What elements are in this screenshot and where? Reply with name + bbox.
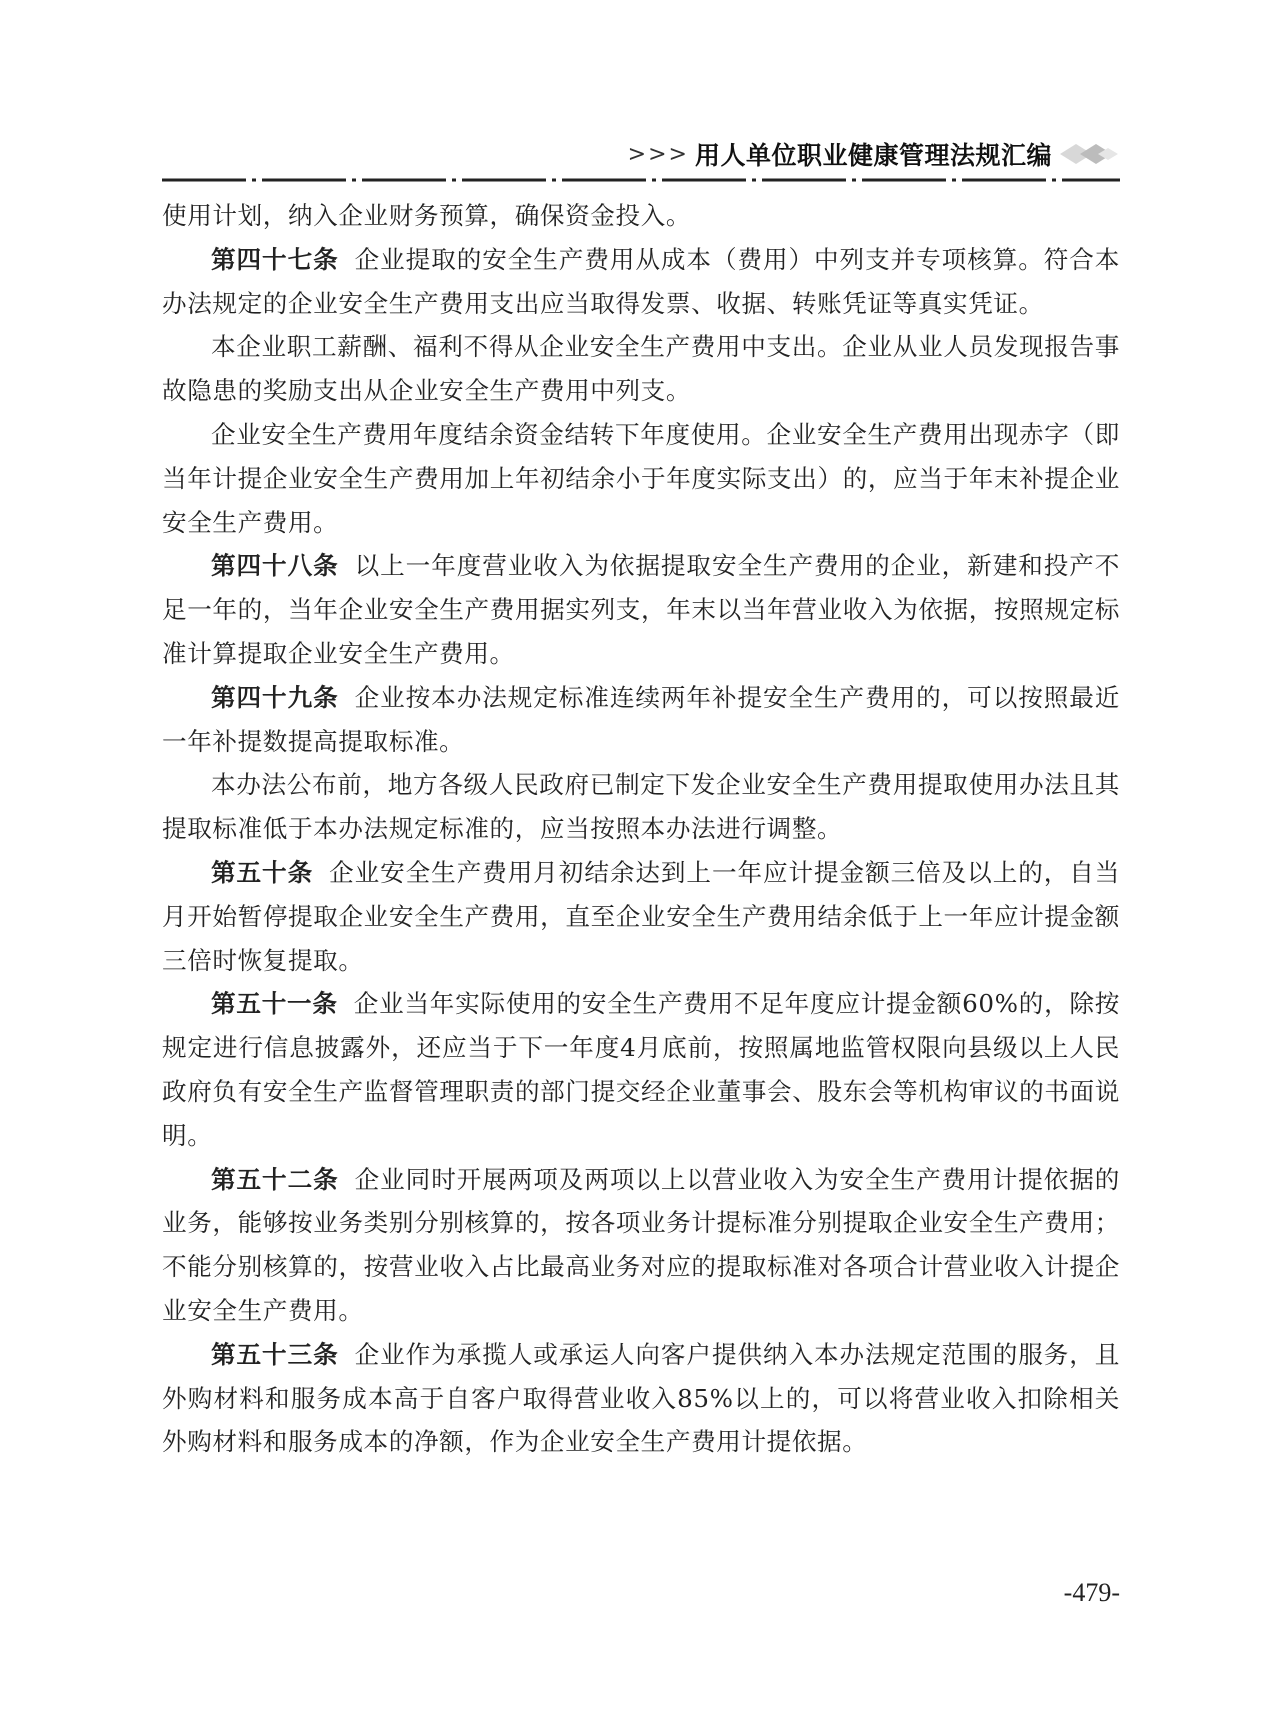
header-dashed-rule bbox=[162, 178, 1120, 182]
header-title-group bbox=[628, 136, 1120, 172]
paragraph-text: 本企业职工薪酬、福利不得从企业安全生产费用中支出。企业从业人员发现报告事故隐患的奖励支出从企业安全生产费用中列支。 bbox=[162, 332, 1120, 406]
paragraph-text: 企业安全生产费用月初结余达到上一年应计提金额三倍及以上的，自当月开始暂停提取企业安全生产费用，直至企业安全生产费用结余低于上一年应计提金额三倍时恢复提取。 bbox=[162, 857, 1120, 975]
article-paragraph bbox=[162, 1158, 1120, 1333]
paragraph-text: 企业提取的安全生产费用从成本（费用）中列支并专项核算。符合本办法规定的企业安全生产费用支出应当取得发票、收据、转账凭证等真实凭证。 bbox=[162, 244, 1120, 318]
page-body bbox=[162, 194, 1120, 1464]
article-number: 第四十八条 bbox=[211, 551, 339, 581]
paragraph-text: 本办法公布前，地方各级人民政府已制定下发企业安全生产费用提取使用办法且其提取标准低于本办法规定标准的，应当按照本办法进行调整。 bbox=[162, 770, 1120, 844]
article-number: 第四十七条 bbox=[211, 244, 339, 274]
paragraph-text: 企业作为承揽人或承运人向客户提供纳入本办法规定范围的服务，且外购材料和服务成本高于自客户取得营业收入85%以上的，可以将营业收入扣除相关外购材料和服务成本的净额，作为企业安全生产费用计提依据。 bbox=[162, 1339, 1120, 1457]
article-paragraph bbox=[162, 676, 1120, 764]
double-diamond-icon bbox=[1058, 141, 1120, 167]
body-paragraph bbox=[162, 194, 1120, 238]
page-number: -479- bbox=[1063, 1578, 1120, 1607]
article-paragraph bbox=[162, 1333, 1120, 1464]
body-paragraph bbox=[162, 763, 1120, 851]
article-number: 第五十条 bbox=[211, 857, 314, 887]
header-arrows: >>> bbox=[627, 141, 689, 167]
header-title: 用人单位职业健康管理法规汇编 bbox=[694, 141, 1052, 170]
paragraph-text: 企业同时开展两项及两项以上以营业收入为安全生产费用计提依据的业务，能够按业务类别分别核算的，按各项业务计提标准分别提取企业安全生产费用；不能分别核算的，按营业收入占比最高业务对应的提取标准对各项合计营业收入计提企业安全生产费用。 bbox=[162, 1164, 1120, 1325]
article-paragraph bbox=[162, 982, 1120, 1157]
article-number: 第五十三条 bbox=[211, 1339, 339, 1369]
body-paragraph bbox=[162, 325, 1120, 413]
paragraph-text: 以上一年度营业收入为依据提取安全生产费用的企业，新建和投产不足一年的，当年企业安全生产费用据实列支，年末以当年营业收入为依据，按照规定标准计算提取企业安全生产费用。 bbox=[162, 551, 1120, 668]
running-header bbox=[162, 136, 1120, 186]
article-paragraph bbox=[162, 238, 1120, 326]
paragraph-text: 企业按本办法规定标准连续两年补提安全生产费用的，可以按照最近一年补提数提高提取标准。 bbox=[162, 682, 1120, 756]
article-number: 第四十九条 bbox=[211, 682, 339, 712]
article-number: 第五十一条 bbox=[211, 989, 338, 1019]
article-number: 第五十二条 bbox=[211, 1164, 339, 1194]
paragraph-text: 企业当年实际使用的安全生产费用不足年度应计提金额60%的，除按规定进行信息披露外，还应当于下一年度4月底前，按照属地监管权限向县级以上人民政府负有安全生产监督管理职责的部门提交经企业董事会、股东会等机构审议的书面说明。 bbox=[162, 989, 1120, 1150]
body-paragraph bbox=[162, 413, 1120, 544]
article-paragraph bbox=[162, 851, 1120, 982]
paragraph-text: 使用计划，纳入企业财务预算，确保资金投入。 bbox=[162, 201, 692, 230]
article-paragraph bbox=[162, 544, 1120, 675]
paragraph-text: 企业安全生产费用年度结余资金结转下年度使用。企业安全生产费用出现赤字（即当年计提企业安全生产费用加上年初结余小于年度实际支出）的，应当于年末补提企业安全生产费用。 bbox=[162, 419, 1120, 537]
